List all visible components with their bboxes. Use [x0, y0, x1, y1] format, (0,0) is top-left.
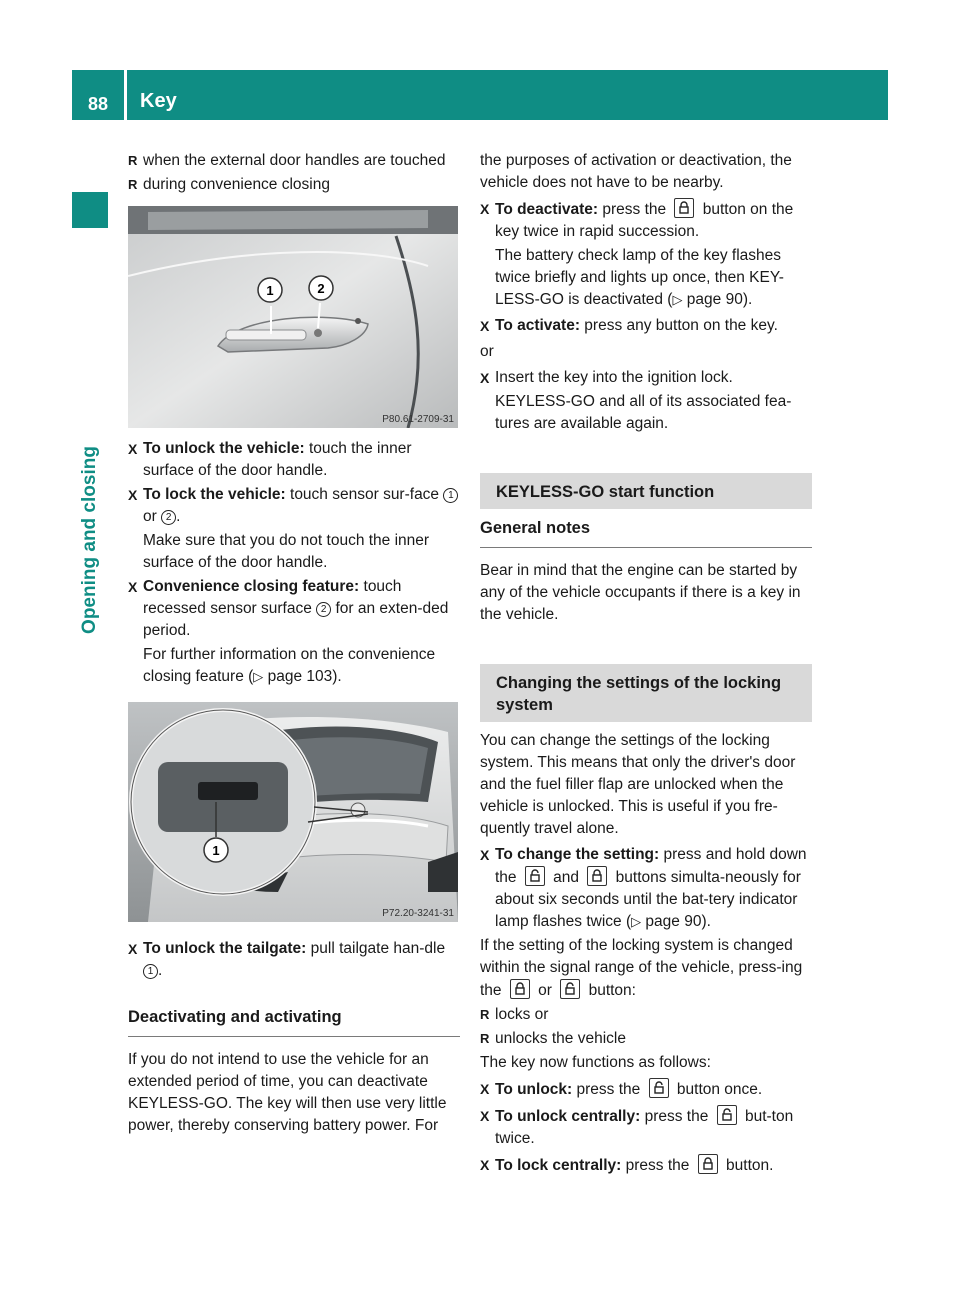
figure-code: P80.61-2709-31: [382, 414, 454, 425]
door-handle-photo: [128, 206, 458, 428]
step-arrow-icon: X: [128, 941, 138, 957]
unlock-icon: [649, 1078, 669, 1098]
step-note: KEYLESS-GO and all of its associated fea-tures are available again.: [495, 393, 792, 432]
heading-general-notes: General notes: [480, 517, 812, 548]
step-convenience-closing: X Convenience closing feature: touch recessed sensor surface 2 for an exten-ded period.: [128, 578, 449, 639]
unlock-icon: [560, 979, 580, 999]
callout-number: 2: [316, 602, 331, 617]
step-activate: X To activate: press any button on the key.: [480, 315, 812, 337]
tailgate-illustration: [128, 702, 458, 922]
list-item: R when the external door handles are touched: [128, 150, 460, 172]
list-item: R locks or: [480, 1004, 812, 1026]
callout-number: 2: [161, 510, 176, 525]
step-insert-key: X Insert the key into the ignition lock.: [480, 367, 812, 389]
step-arrow-icon: X: [480, 201, 490, 217]
paragraph-deactivating: If you do not intend to use the vehicle for an extended period of time, you can deactivate KEYLESS-GO. The key will then use very little power, thereby conserving battery power. For: [128, 1051, 447, 1134]
lock-icon: [674, 198, 694, 218]
step-arrow-icon: X: [480, 1108, 490, 1124]
callout-number: 1: [443, 488, 458, 503]
page-number: 88: [87, 94, 109, 114]
step-arrow-icon: X: [128, 441, 138, 457]
bullet-r-icon: R: [128, 153, 138, 168]
step-note: Make sure that you do not touch the inner surface of the door handle.: [143, 532, 430, 571]
page-reference[interactable]: page 90: [686, 291, 743, 308]
paragraph-range: If the setting of the locking system is changed within the signal range of the vehicle, press-ing the or button:: [480, 937, 803, 999]
side-tab-block: [72, 192, 108, 228]
page-reference[interactable]: page 103: [267, 668, 333, 685]
paragraph-functions: The key now functions as follows:: [480, 1054, 711, 1071]
step-note: The battery check lamp of the key flashes twice briefly and lights up once, then KEY-LESS-GO is deactivated (▷ page 90).: [495, 247, 784, 308]
door-handle-illustration: [128, 206, 458, 428]
section-box-keyless-go: KEYLESS-GO start function: [480, 473, 812, 509]
left-column: [128, 150, 460, 1139]
step-unlock-vehicle: X To unlock the vehicle: touch the inner surface of the door handle.: [128, 440, 412, 479]
or-text: or: [480, 343, 494, 360]
page-header: [72, 70, 888, 120]
lock-icon: [698, 1154, 718, 1174]
step-lock-centrally: X To lock centrally: press the button.: [480, 1154, 812, 1177]
step-arrow-icon: X: [480, 847, 490, 863]
page-ref-icon: ▷: [253, 669, 264, 684]
step-note: For further information on the convenience closing feature (▷ page 103).: [143, 646, 436, 685]
section-title: Key: [140, 90, 177, 112]
step-change-setting: X To change the setting: press and hold down the and buttons simulta-neously for about six seconds until the bat-tery indicator lamp flashes twice (▷ page 90).: [480, 846, 807, 930]
step-arrow-icon: X: [128, 487, 138, 503]
step-deactivate: X To deactivate: press the button on the key twice in rapid succession.: [480, 198, 812, 243]
tailgate-photo: [128, 702, 458, 922]
step-unlock-tailgate: X To unlock the tailgate: pull tailgate han-dle 1 .: [128, 940, 446, 979]
paragraph-locking: You can change the settings of the locking system. This means that only the driver's door and the fuel filler flap are unlocked when the vehicle is unlocked. This is useful if you fre-quently travel alone.: [480, 732, 796, 837]
page-ref-icon: ▷: [672, 292, 683, 307]
callout-number: 1: [143, 964, 158, 979]
lock-icon: [587, 866, 607, 886]
header-separator: [124, 70, 127, 120]
list-item: R during convenience closing: [128, 174, 460, 196]
svg-text:2: 2: [317, 281, 325, 296]
svg-text:1: 1: [212, 843, 220, 858]
bullet-r-icon: R: [480, 1007, 490, 1022]
page-reference[interactable]: page 90: [645, 913, 702, 930]
page-ref-icon: ▷: [631, 914, 642, 929]
step-unlock: X To unlock: press the button once.: [480, 1078, 812, 1101]
step-arrow-icon: X: [480, 1081, 490, 1097]
svg-text:1: 1: [266, 283, 274, 298]
step-unlock-centrally: X To unlock centrally: press the but-ton twice.: [480, 1105, 812, 1150]
paragraph-general-notes: Bear in mind that the engine can be started by any of the vehicle occupants if there is a key in the vehicle.: [480, 562, 801, 623]
step-arrow-icon: X: [480, 1157, 490, 1173]
figure-code: P72.20-3241-31: [382, 908, 454, 919]
side-tab-label: Opening and closing: [79, 446, 100, 634]
bullet-r-icon: R: [480, 1031, 490, 1046]
unlock-icon: [717, 1105, 737, 1125]
step-arrow-icon: X: [480, 370, 490, 386]
lock-icon: [510, 979, 530, 999]
unlock-icon: [525, 866, 545, 886]
right-column: [480, 150, 812, 1179]
heading-deactivating: Deactivating and activating: [128, 1006, 460, 1037]
paragraph-continued: the purposes of activation or deactivation, the vehicle does not have to be nearby.: [480, 152, 792, 191]
step-arrow-icon: X: [480, 318, 490, 334]
step-lock-vehicle: X To lock the vehicle: touch sensor sur-face 1 or 2 .: [128, 484, 460, 528]
step-arrow-icon: X: [128, 579, 138, 595]
bullet-r-icon: R: [128, 177, 138, 192]
list-item: R unlocks the vehicle: [480, 1028, 812, 1050]
section-box-locking: Changing the settings of the locking system: [480, 664, 812, 722]
